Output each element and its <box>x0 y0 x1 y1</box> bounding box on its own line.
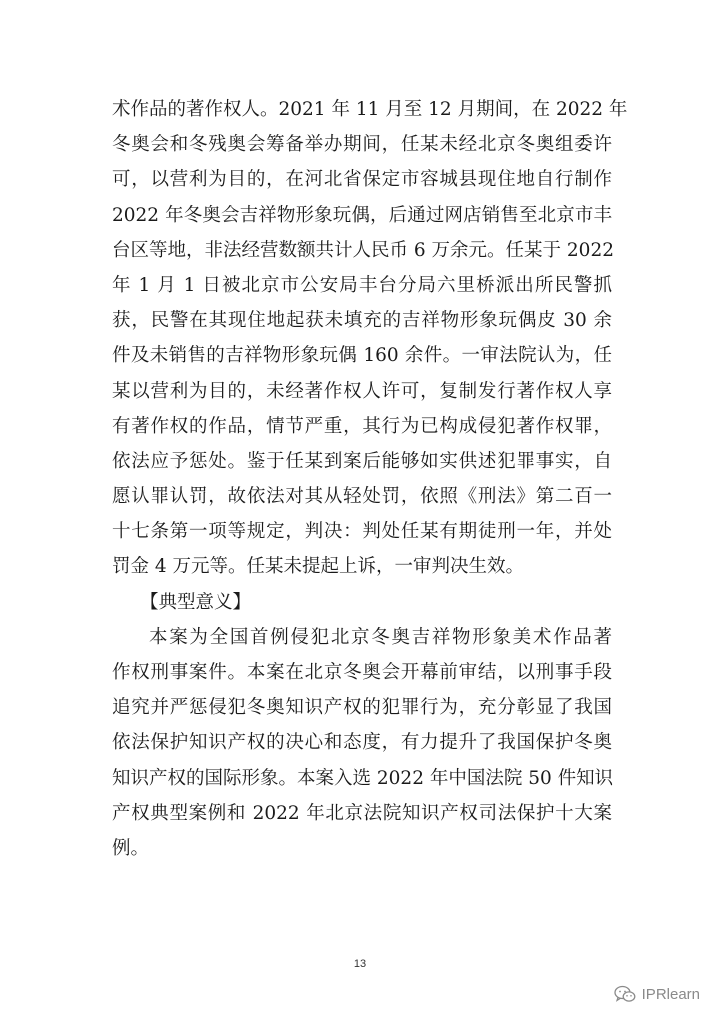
watermark <box>614 985 700 1003</box>
section-heading: 【典型意义】 <box>140 591 252 613</box>
significance-line: 依法保护知识产权的决心和态度，有力提升了我国保护冬奥 <box>112 732 612 754</box>
significance-line: 例。 <box>112 837 150 859</box>
text-line: 件及未销售的吉祥物形象玩偶 160 余件。一审法院认为，任 <box>112 345 612 367</box>
document-body <box>112 92 628 866</box>
significance-line: 本案为全国首例侵犯北京冬奥吉祥物形象美术作品著 <box>149 626 612 648</box>
text-line: 台区等地，非法经营数额共计人民币 6 万余元。任某于 2022 <box>112 239 614 261</box>
wechat-icon <box>614 985 636 1003</box>
significance-line: 产权典型案例和 2022 年北京法院知识产权司法保护十大案 <box>112 802 612 824</box>
text-line: 获，民警在其现住地起获未填充的吉祥物形象玩偶皮 30 余 <box>112 310 612 332</box>
text-line: 依法应予惩处。鉴于任某到案后能够如实供述犯罪事实，自 <box>112 450 612 472</box>
text-line: 可，以营利为目的，在河北省保定市容城县现住地自行制作 <box>112 169 612 191</box>
text-line: 某以营利为目的，未经著作权人许可，复制发行著作权人享 <box>112 380 612 402</box>
page-number: 13 <box>353 958 367 970</box>
text-line: 术作品的著作权人。2021 年 11 月至 12 月期间，在 2022 年 <box>112 99 628 120</box>
text-line: 有著作权的作品，情节严重，其行为已构成侵犯著作权罪， <box>112 415 612 437</box>
text-line: 2022 年冬奥会吉祥物形象玩偶，后通过网店销售至北京市丰 <box>112 204 612 226</box>
text-line: 愿认罪认罚，故依法对其从轻处罚，依照《刑法》第二百一 <box>112 486 612 508</box>
text-line: 罚金 4 万元等。任某未提起上诉，一审判决生效。 <box>112 556 525 578</box>
significance-line: 追究并严惩侵犯冬奥知识产权的犯罪行为，充分彰显了我国 <box>112 697 612 719</box>
watermark-text: IPRlearn <box>641 985 700 1003</box>
text-line: 冬奥会和冬残奥会筹备举办期间，任某未经北京冬奥组委许 <box>112 134 612 156</box>
text-line: 年 1 月 1 日被北京市公安局丰台分局六里桥派出所民警抓 <box>112 274 612 296</box>
significance-line: 知识产权的国际形象。本案入选 2022 年中国法院 50 件知识 <box>112 767 614 789</box>
text-line: 十七条第一项等规定，判决：判处任某有期徒刑一年，并处 <box>112 521 612 543</box>
significance-line: 作权刑事案件。本案在北京冬奥会开幕前审结，以刑事手段 <box>112 662 612 683</box>
